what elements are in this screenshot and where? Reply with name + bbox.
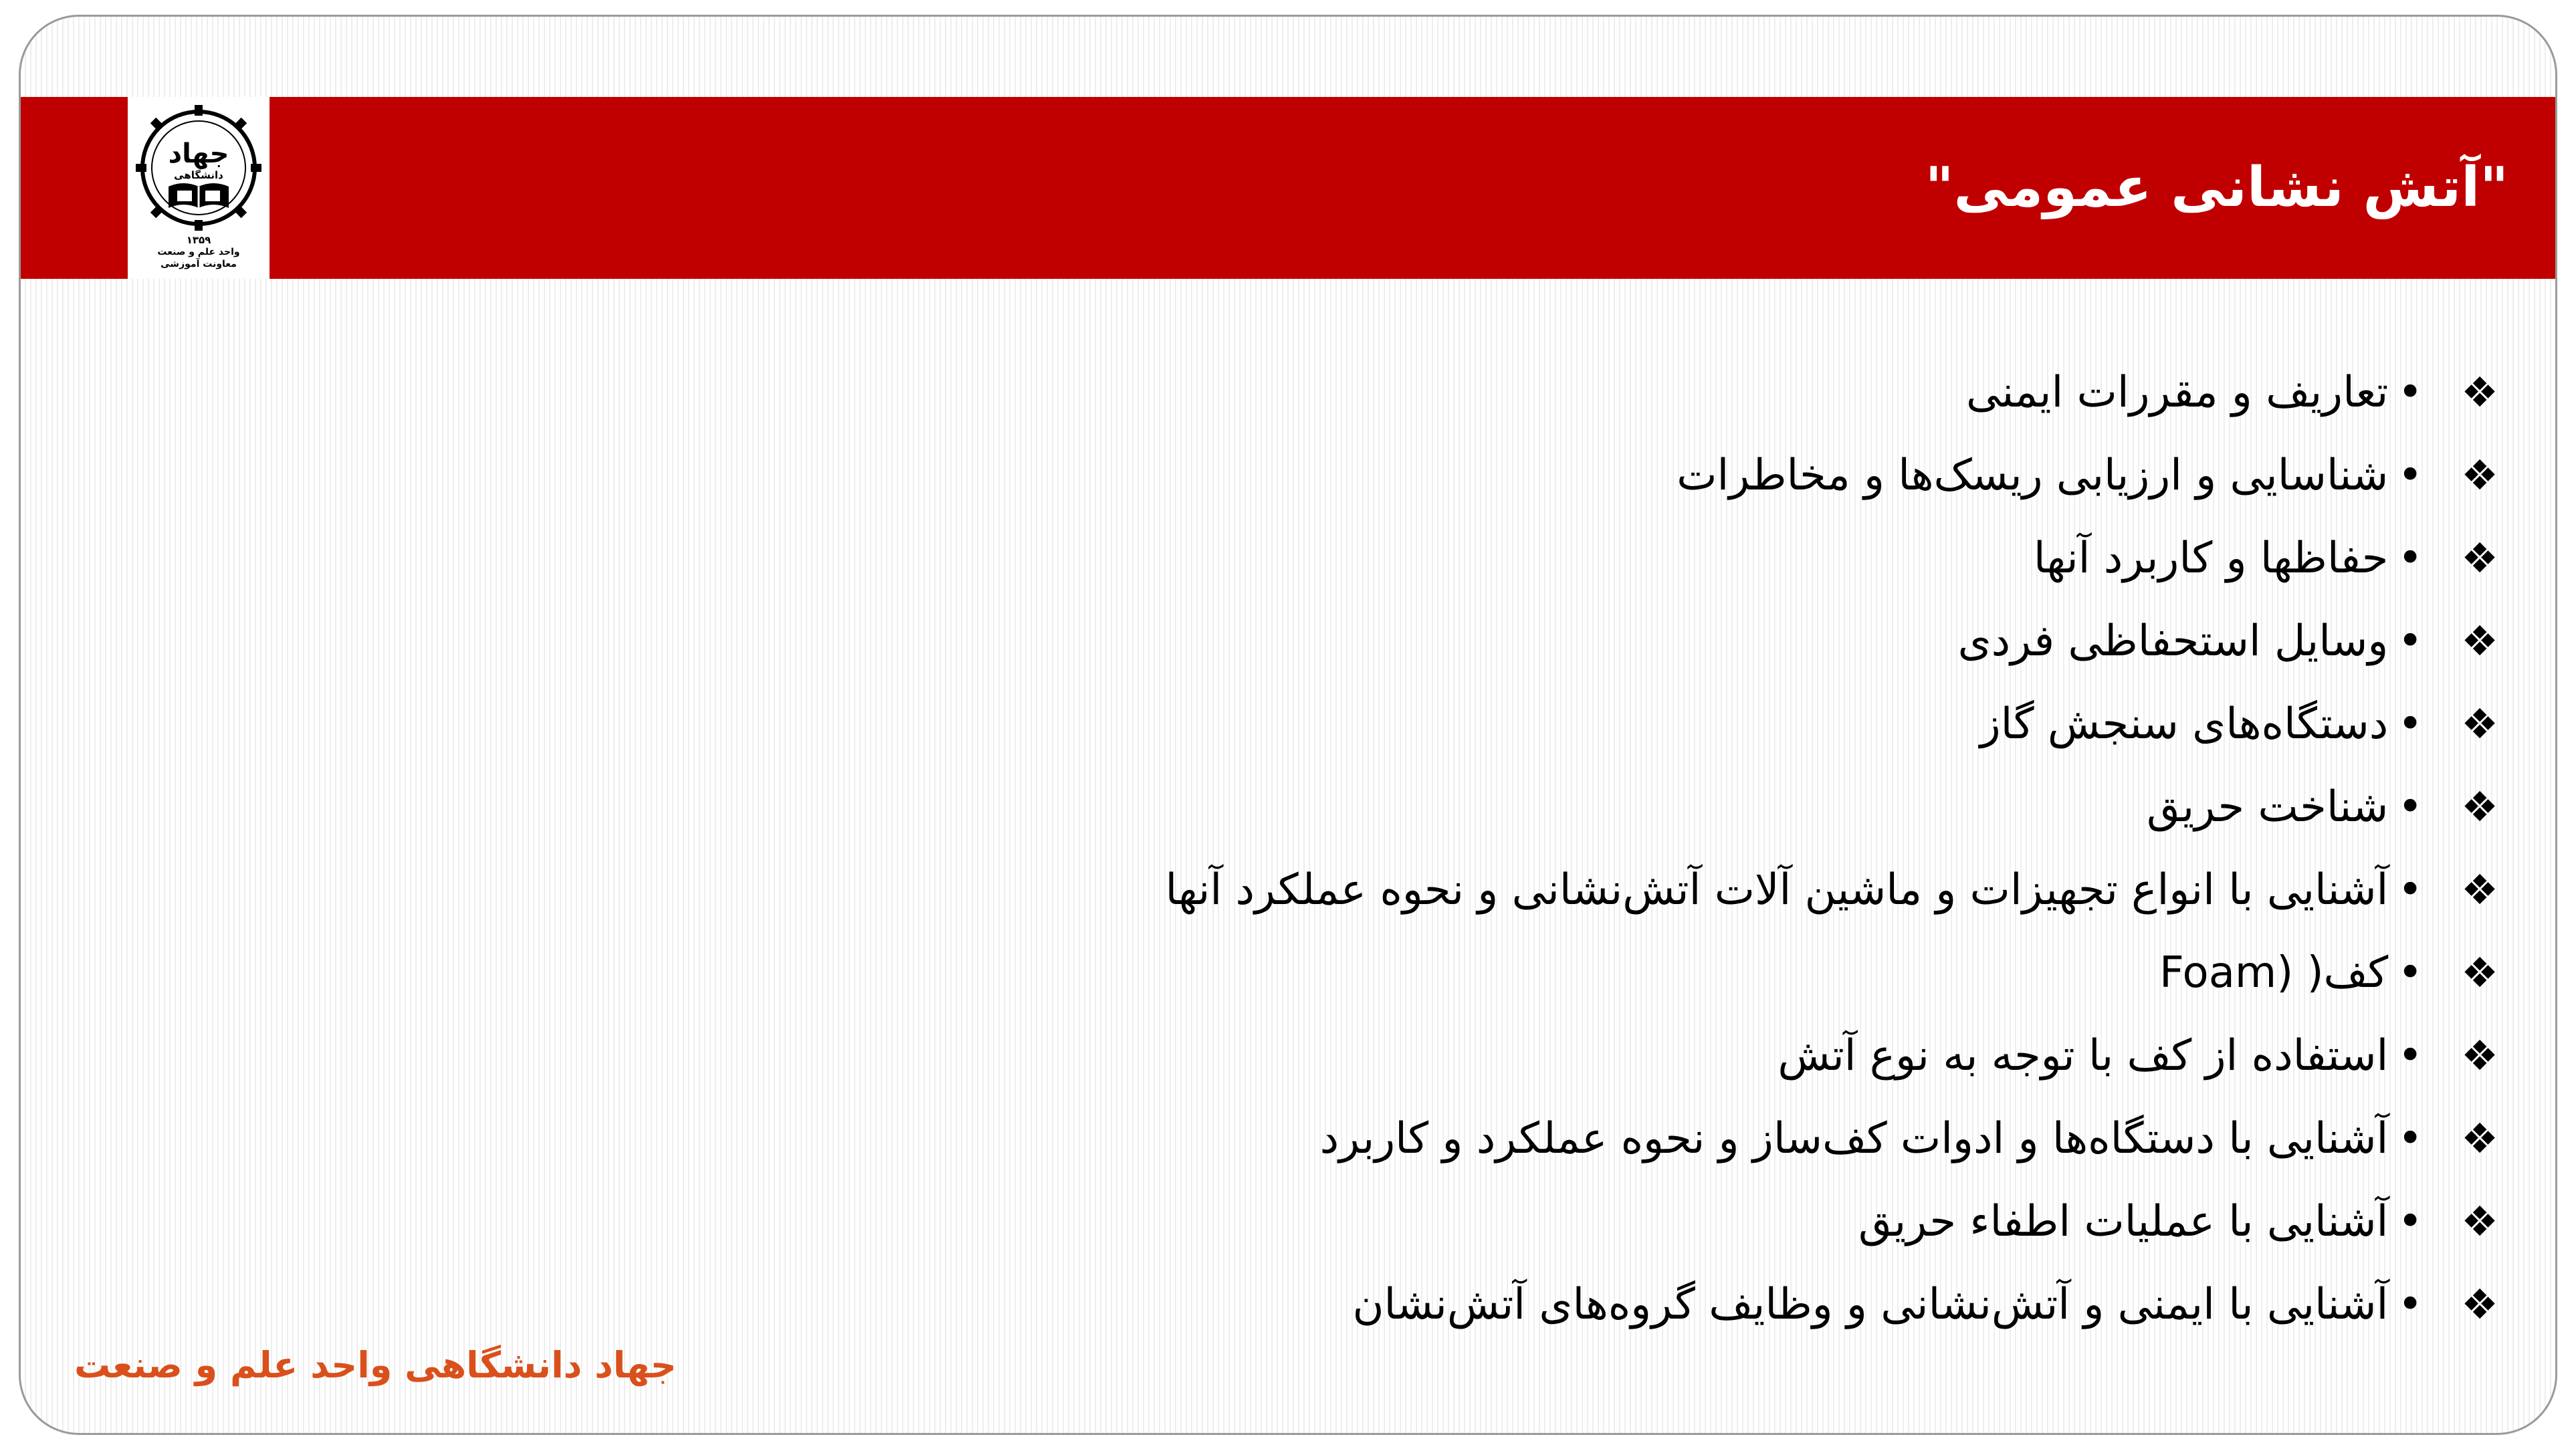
bullet-dot: • — [2397, 1280, 2423, 1329]
bullet-dot: • — [2397, 865, 2423, 915]
title-bar — [21, 97, 2555, 279]
bullet-dot: • — [2397, 782, 2423, 832]
bullet-item — [1166, 1263, 2504, 1346]
bullet-item — [1166, 683, 2504, 766]
bullet-text: دستگاه‌های سنجش گاز — [1979, 699, 2389, 749]
diamond-four-icon: ❖ — [2461, 865, 2498, 914]
logo-subtitle: دانشگاهی — [174, 169, 223, 181]
bullet-text: شناسایی و ارزیابی ریسک‌ها و مخاطرات — [1677, 451, 2389, 500]
bullet-dot: • — [2397, 948, 2423, 998]
bullet-item — [1166, 766, 2504, 849]
slide-frame — [19, 15, 2557, 1435]
diamond-four-icon: ❖ — [2461, 451, 2498, 499]
bullet-text: استفاده از کف با توجه به نوع آتش — [1778, 1031, 2389, 1081]
logo-unit: واحد علم و صنعت — [157, 247, 240, 257]
diamond-four-icon: ❖ — [2461, 368, 2498, 417]
bullet-item — [1166, 517, 2504, 600]
bullet-item — [1166, 600, 2504, 683]
bullet-text: کف( (Foam — [2159, 948, 2389, 998]
bullet-item — [1166, 931, 2504, 1014]
diamond-four-icon: ❖ — [2461, 1031, 2498, 1080]
bullet-dot: • — [2397, 699, 2423, 749]
bullet-list — [1166, 351, 2504, 1346]
logo-year: ۱۳۵۹ — [186, 234, 211, 246]
bullet-text: آشنایی با ایمنی و آتش‌نشانی و وظایف گروه‌های آتش‌نشان — [1352, 1280, 2389, 1329]
slide-title: "آتش نشانی عمومی" — [1925, 156, 2508, 219]
diamond-four-icon: ❖ — [2461, 1114, 2498, 1163]
bullet-dot: • — [2397, 617, 2423, 666]
jahad-logo — [128, 97, 270, 279]
bullet-dot: • — [2397, 451, 2423, 500]
bullet-dot: • — [2397, 1197, 2423, 1246]
bullet-text: آشنایی با عملیات اطفاء حریق — [1858, 1197, 2389, 1246]
bullet-text: آشنایی با انواع تجهیزات و ماشین آلات آتش‌نشانی و نحوه عملکرد آنها — [1165, 865, 2389, 915]
bullet-dot: • — [2397, 1031, 2423, 1081]
diamond-four-icon: ❖ — [2461, 534, 2498, 582]
bullet-text: وسایل استحفاظی فردی — [1957, 617, 2389, 666]
bullet-item — [1166, 434, 2504, 517]
bullet-item — [1166, 849, 2504, 931]
diamond-four-icon: ❖ — [2461, 948, 2498, 997]
diamond-four-icon: ❖ — [2461, 699, 2498, 748]
diamond-four-icon: ❖ — [2461, 782, 2498, 831]
logo-department: معاونت آموزشی — [160, 259, 237, 269]
bullet-item — [1166, 1097, 2504, 1180]
bullet-dot: • — [2397, 368, 2423, 417]
diamond-four-icon: ❖ — [2461, 1280, 2498, 1329]
logo-emblem-icon — [132, 101, 265, 238]
logo-name: جهاد — [168, 138, 229, 169]
bullet-text: تعاریف و مقررات ایمنی — [1966, 368, 2389, 417]
footer-text: جهاد دانشگاهی واحد علم و صنعت — [74, 1344, 677, 1386]
bullet-dot: • — [2397, 534, 2423, 583]
bullet-text: آشنایی با دستگاه‌ها و ادوات کف‌ساز و نحوه عملکرد و کاربرد — [1319, 1114, 2389, 1163]
bullet-text: حفاظها و کاربرد آنها — [2033, 534, 2389, 583]
bullet-item — [1166, 351, 2504, 434]
bullet-item — [1166, 1180, 2504, 1263]
bullet-text: شناخت حریق — [2147, 782, 2389, 832]
diamond-four-icon: ❖ — [2461, 617, 2498, 665]
bullet-dot: • — [2397, 1114, 2423, 1163]
diamond-four-icon: ❖ — [2461, 1197, 2498, 1246]
bullet-item — [1166, 1014, 2504, 1097]
